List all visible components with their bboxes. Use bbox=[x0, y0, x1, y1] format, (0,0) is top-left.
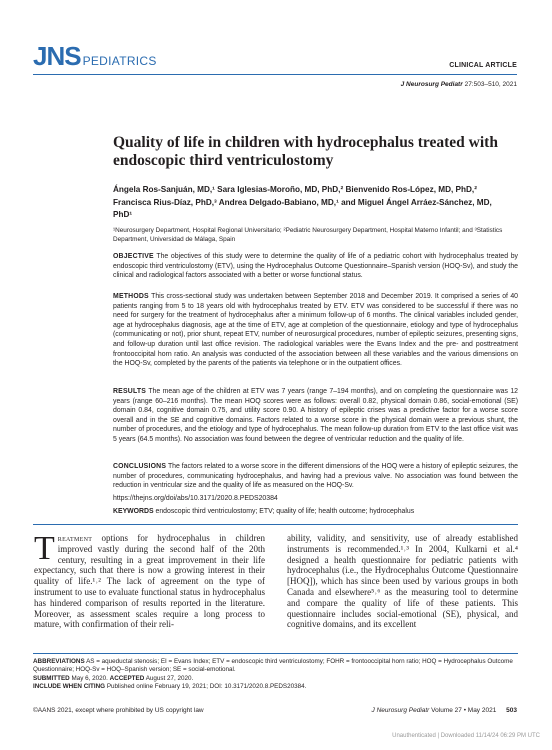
keywords-heading: KEYWORDS bbox=[113, 508, 154, 515]
citing-info bbox=[33, 683, 518, 691]
footer-issue: Volume 27 • May 2021 bbox=[431, 707, 497, 714]
citation bbox=[401, 81, 517, 88]
abstract-conclusions bbox=[113, 462, 518, 491]
abstract-objective bbox=[113, 252, 518, 281]
methods-heading: METHODS bbox=[113, 293, 149, 300]
conclusions-text: The factors related to a worse score in the different dimensions of the HOQ were a history of epileptic seizures, the number of procedures, communicating hydrocephalus, and having had a previous valve. No association was found between the reduction in ventricular size and the quality of life as measured on the HOQ-Sv. bbox=[113, 463, 518, 490]
keywords bbox=[113, 508, 518, 515]
objective-text: The objectives of this study were to determine the quality of life of a pediatric cohort with hydrocephalus treated by endoscopic third ventriculostomy (ETV), using the Hydrocephalus Outcome Questionnaire–Spanish version (HOQ-Sv), and study the clinical and radiological factors associated with a better or worse functional status. bbox=[113, 253, 518, 280]
citation-journal: J Neurosurg Pediatr bbox=[400, 81, 463, 88]
citation-volume: 27:503–510, 2021 bbox=[464, 81, 517, 88]
include-heading: INCLUDE WHEN CITING bbox=[33, 683, 106, 691]
submission-dates bbox=[33, 675, 518, 683]
include-text: Published online February 19, 2021; DOI: 10.3171/2020.8.PEDS20384. bbox=[106, 683, 307, 691]
copyright: ©AANS 2021, except where prohibited by US copyright law bbox=[33, 707, 204, 714]
body-column-right: ability, validity, and sensitivity, use of already established instruments is recommended.¹˒³ In 2004, Kulkarni et al.⁴ designed a health questionnaire for pediatric patients with hydrocephalus (i.e., the Hydrocephalus Outcome Questionnaire [HOQ]), which has since been used by various groups in both Canada and elsewhere⁵˒⁶ as the measuring tool to determine and compare the quality of life of these patients. This questionnaire includes social-emotional (SE), physical, and cognitive domains, and its excellent bbox=[287, 533, 518, 630]
submitted-heading: SUBMITTED bbox=[33, 674, 70, 682]
download-watermark: Unauthenticated | Downloaded 11/14/24 06:29 PM UTC bbox=[392, 733, 540, 739]
body-text-left: options for hydrocephalus in children improved vastly during the second half of the 20th century, resulting in a great improvement in their life expectancy, such that there is now a growing interest in their quality of life.¹˒² The lack of agreement on the type of instrument to use to evaluate functional status in hydrocephalus has hindered comparison of results reported in the literature. Moreover, as assessment scales require a long process to mature, with confirmation of their reli- bbox=[34, 533, 265, 630]
body-column-left bbox=[34, 530, 265, 630]
affiliations: ¹Neurosurgery Department, Hospital Regional Universitario; ²Pediatric Neurosurgery Department, Hospital Materno Infantil; and ³Statistics Department, Universidad de Málaga, Spain bbox=[113, 227, 503, 243]
results-heading: RESULTS bbox=[113, 388, 147, 395]
methods-text: This cross-sectional study was undertaken between September 2018 and December 2019. It comprised a series of 40 patients ranging from 5 to 18 years old with hydrocephalus treated by ETV. ETV was considered to be successful if there was no need for surgery for the treatment of hydrocephalus after a minimum follow-up of 6 months. The clinical variables included gender, age at hydrocephalus diagnosis, age at the time of ETV, age at completion of the questionnaire, etiology and type of hydrocephalus (communicating or not), prior shunt, repeat ETV, number of neurosurgical procedures, number of epileptic seizures, presenting signs, and follow-up duration until last office revision. The radiological variables were the Evans Index and the pre- and posttreatment frontooccipital horn ratio. An analysis was conducted of the association between all these variables and the various dimensions on the HOQ-Sv, completed by the parents of the patients via telephone or in the outpatient offices. bbox=[113, 293, 519, 368]
accepted-heading: ACCEPTED bbox=[109, 674, 145, 682]
accepted-date: August 27, 2020. bbox=[145, 674, 194, 682]
abstract-results bbox=[113, 387, 518, 445]
abbreviations-heading: ABBREVIATIONS bbox=[33, 658, 85, 665]
journal-logo bbox=[33, 43, 157, 70]
article-type: CLINICAL ARTICLE bbox=[449, 62, 517, 69]
abbreviations-divider bbox=[33, 653, 518, 654]
abbreviations-text: AS = aqueductal stenosis; EI = Evans Index; ETV = endoscopic third ventriculostomy; FOHR = frontooccipital horn ratio; HOQ = Hydrocephalus Outcome Questionnaire; HOQ-Sv = HOQ–Spanish version; SE = social-emotional. bbox=[33, 658, 513, 674]
abstract-divider bbox=[33, 524, 518, 525]
header-divider bbox=[33, 74, 517, 75]
results-text: The mean age of the children at ETV was 7 years (range 7–194 months), and on completing the questionnaire was 12 years (range 60–216 months). The mean HOQ scores were as follows: overall 0.82, physical domain 0.86, social-emotional (SE) domain 0.84, cognitive domain 0.75, and utility score 0.90. A history of epileptic crises was a predictive factor for a worse score overall and in the SE and cognitive domains. Factors related to a worse score in the physical domain were a previous shunt, the number of procedures, and the etiology and type of hydrocephalus. The mean follow-up duration from ETV to the last office visit was 5 years (64.5 months). No association was found between the degree of ventricular reduction and the quality of life. bbox=[113, 388, 518, 443]
article-title: Quality of life in children with hydrocephalus treated with endoscopic third ventriculostomy bbox=[113, 134, 498, 169]
author-list: Ángela Ros-Sanjuán, MD,¹ Sara Iglesias-Moroño, MD, PhD,² Bienvenido Ros-López, MD, PhD,² Francisca Rius-Díaz, PhD,³ Andrea Delgado-Babiano, MD,¹ and Miguel Ángel Arráez-Sánchez, MD, PhD¹ bbox=[113, 185, 492, 219]
page-number: 503 bbox=[506, 707, 517, 714]
keywords-text: endoscopic third ventriculostomy; ETV; quality of life; health outcome; hydrocephalus bbox=[155, 508, 415, 515]
abbreviations-box bbox=[33, 658, 518, 692]
lead-word: reatment bbox=[57, 533, 93, 543]
submitted-date: May 6, 2020. bbox=[71, 674, 108, 682]
abstract-methods bbox=[113, 292, 518, 369]
logo-section: PEDIATRICS bbox=[82, 54, 157, 68]
abbreviations-line bbox=[33, 658, 518, 675]
footer-citation bbox=[372, 707, 517, 714]
conclusions-heading: CONCLUSIONS bbox=[113, 463, 167, 470]
objective-heading: OBJECTIVE bbox=[113, 253, 154, 260]
doi-link[interactable]: https://thejns.org/doi/abs/10.3171/2020.8.PEDS20384 bbox=[113, 495, 278, 502]
drop-cap: T bbox=[34, 530, 55, 567]
logo-jns: JNS bbox=[33, 41, 81, 71]
footer-journal: J Neurosurg Pediatr bbox=[371, 707, 430, 714]
